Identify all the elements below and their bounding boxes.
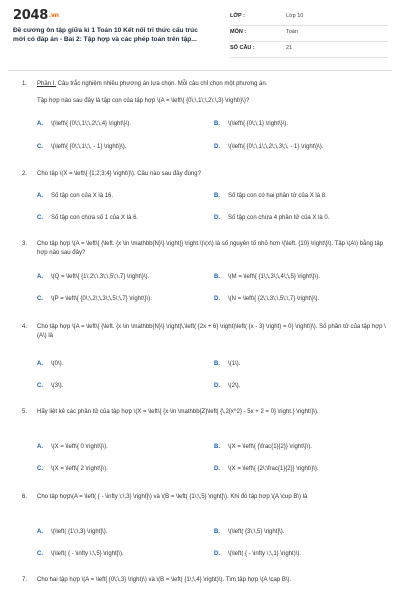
question-number: 6. — [22, 494, 28, 500]
option-d[interactable] — [214, 465, 319, 474]
option-letter: C. — [37, 466, 43, 472]
document-title-line-2: mới có đáp án - Bài 2: Tập hợp và các phép toán trên tập... — [13, 36, 197, 43]
question-text: Cho tập \(X = \left\{ {1;2;3;4} \right\}\). Câu nào sau đây đúng? — [37, 171, 201, 177]
option-text: \(\left( {3\;\,5} \right]\). — [228, 529, 285, 535]
option-text: \(X = \left\{ 2 \right\}\). — [51, 466, 108, 472]
logo-text: 2048 — [13, 8, 48, 23]
option-a[interactable] — [37, 273, 149, 282]
question-text: Cho hai tập hợp \(A = \left[ {0\;\,3} \right)\) và \(B = \left( {1\;\,4} \right)\). Tìm tập hợp \(A \cap B\). — [37, 577, 292, 583]
meta-value: 21 — [286, 45, 293, 51]
question-text: Cho tập hợp \(A = \left\{ {\left. {x \in \mathbb{N}\} \right|} \right.\)\(x\) là số nguyên tố nhỏ hơn \(\left. {10} \right\}\). Tập \(A\) bằng tập hợp nào sau đây? — [37, 241, 384, 256]
option-letter: A. — [37, 274, 43, 280]
question-text: Cho tập hợp\(A = \left( { - \infty \;\,3} \right]\) và \(B = \left( {1\;\,5} \right]\). Khi đó tập hợp \(A \cup B\) là — [37, 494, 308, 500]
meta-label: MÔN : — [230, 29, 247, 35]
option-text: \(\left\{ {0\;\,1} \right\}\). — [228, 121, 289, 127]
meta-row-question-count — [230, 42, 388, 58]
option-a[interactable] — [37, 443, 108, 452]
option-letter: D. — [214, 383, 220, 389]
question-number: 5. — [22, 409, 28, 415]
option-letter: A. — [37, 361, 43, 367]
option-text: \(X = \left\{ {2\;\frac{1}{2}} \right\}\). — [228, 466, 319, 472]
option-text: \(N = \left\{ {2\;\,3\;\,5\;\,7} \right\}\). — [228, 296, 320, 302]
option-text: Số tập con chứa số 1 của X là 6. — [51, 215, 139, 221]
option-text: \(M = \left\{ {1\;\,3\;\,4\;\,5} \right\}\). — [228, 274, 320, 280]
option-b[interactable] — [214, 273, 320, 282]
option-c[interactable] — [37, 295, 152, 304]
option-c[interactable] — [37, 465, 108, 474]
option-letter: D. — [214, 296, 220, 302]
option-letter: A. — [37, 529, 43, 535]
option-b[interactable] — [214, 360, 240, 369]
document-header — [0, 0, 400, 64]
meta-label: LỚP : — [230, 13, 245, 19]
option-d[interactable] — [214, 550, 301, 559]
option-a[interactable] — [37, 192, 113, 201]
meta-row-subject — [230, 26, 388, 42]
option-letter: A. — [37, 121, 43, 127]
meta-value: Lớp 10 — [286, 13, 304, 19]
option-text: Số tập con có hai phần tử của X là 8. — [228, 193, 327, 199]
option-d[interactable] — [214, 143, 323, 152]
option-letter: D. — [214, 215, 220, 221]
header-divider — [8, 70, 392, 71]
option-a[interactable] — [37, 360, 63, 369]
question-number: 7. — [22, 577, 28, 583]
question-number: 4. — [22, 324, 28, 330]
option-letter: B. — [214, 361, 220, 367]
option-b[interactable] — [214, 120, 288, 129]
question-number: 2. — [22, 171, 28, 177]
option-text: \(2\). — [228, 383, 241, 389]
option-text: \(\left( { - \infty \;\,5} \right]\). — [51, 551, 124, 557]
question-number: 3. — [22, 241, 28, 247]
option-text: \(\left\{ {0\;\,1\;\, - 1} \right\}\). — [51, 144, 127, 150]
option-text: \(0\). — [51, 361, 64, 367]
option-c[interactable] — [37, 214, 138, 223]
meta-label: SỐ CÂU : — [230, 45, 255, 51]
option-b[interactable] — [214, 192, 327, 201]
option-d[interactable] — [214, 214, 329, 223]
option-text: \(X = \left\{ {\frac{1}{2}} \right\}\). — [228, 444, 312, 450]
question-number: 1. — [22, 81, 28, 87]
part-instructions: Câu trắc nghiệm nhiều phương án lựa chọn. Mỗi câu chỉ chọn một phương án. — [56, 81, 268, 87]
question-text: Tập hợp nào sau đây là tập con của tập hợp \(A = \left\{ {0\;\,1\;\,2\;\,3} \right\}\)? — [37, 98, 250, 104]
option-d[interactable] — [214, 382, 240, 391]
option-letter: B. — [214, 444, 220, 450]
option-letter: D. — [214, 466, 220, 472]
option-letter: D. — [214, 551, 220, 557]
option-text: \(\left\{ {0\;\,1\;\,2\;\,3\;\, - 1} \right\}\). — [228, 144, 324, 150]
option-text: Số tập con chứa 4 phần tử của X là 0. — [228, 215, 330, 221]
option-a[interactable] — [37, 528, 107, 537]
part-label: Phần I. — [37, 81, 57, 87]
meta-value: Toán — [286, 29, 298, 35]
option-text: \(\left( { - \infty \;\,1} \right)\). — [228, 551, 302, 557]
option-letter: C. — [37, 383, 43, 389]
option-text: \(X = \left\{ 0 \right\}\). — [51, 444, 108, 450]
question-section-heading — [37, 80, 387, 89]
document-title — [13, 26, 225, 44]
option-text: \(Q = \left\{ {1\;2\;\,3\;\,5\;\,7} \right\}\). — [51, 274, 150, 280]
option-letter: C. — [37, 551, 43, 557]
question-text: Hãy liệt kê các phần tử của tập hợp \(X = \left\{ {x \in \mathbb{Z}\left| {\,2{x^2} - 5x + 2 = 0} \right.} \right\}\). — [37, 409, 319, 415]
option-text: \(\left( {1\;\,3} \right]\). — [51, 529, 108, 535]
option-b[interactable] — [214, 443, 312, 452]
option-letter: C. — [37, 215, 43, 221]
option-text: \(3\). — [51, 383, 64, 389]
document-meta — [230, 10, 388, 58]
option-letter: D. — [214, 144, 220, 150]
option-c[interactable] — [37, 550, 124, 559]
option-a[interactable] — [37, 120, 131, 129]
option-letter: A. — [37, 444, 43, 450]
option-b[interactable] — [214, 528, 284, 537]
option-letter: B. — [214, 121, 220, 127]
option-c[interactable] — [37, 143, 126, 152]
meta-row-class — [230, 10, 388, 26]
option-letter: C. — [37, 296, 43, 302]
option-letter: C. — [37, 144, 43, 150]
option-text: Số tập con của X là 16. — [51, 193, 114, 199]
option-d[interactable] — [214, 295, 319, 304]
document-title-line-1: Đề cương ôn tập giữa kì 1 Toán 10 Kết nối tri thức cấu trúc — [13, 27, 198, 34]
site-logo[interactable] — [13, 8, 59, 23]
option-letter: B. — [214, 193, 220, 199]
option-letter: B. — [214, 274, 220, 280]
option-text: \(1\). — [228, 361, 241, 367]
option-text: \(P = \left\{ {0\;\,2\;\,3\;\,5\;\,7} \right\}\). — [51, 296, 152, 302]
option-letter: A. — [37, 193, 43, 199]
option-c[interactable] — [37, 382, 63, 391]
option-text: \(\left\{ {0\;\,1\;\,2\;\,4} \right\}\). — [51, 121, 132, 127]
question-text: Cho tập hợp \(A = \left\{ {\left. {x \in \mathbb{N}\} \right|\,\left( {2x + 6} \right)\left( {x - 3} \right) = 0} \right\}\). Số phần tử của tập hợp \(A\) là — [37, 324, 386, 339]
logo-suffix: .vn — [48, 12, 59, 19]
option-letter: B. — [214, 529, 220, 535]
